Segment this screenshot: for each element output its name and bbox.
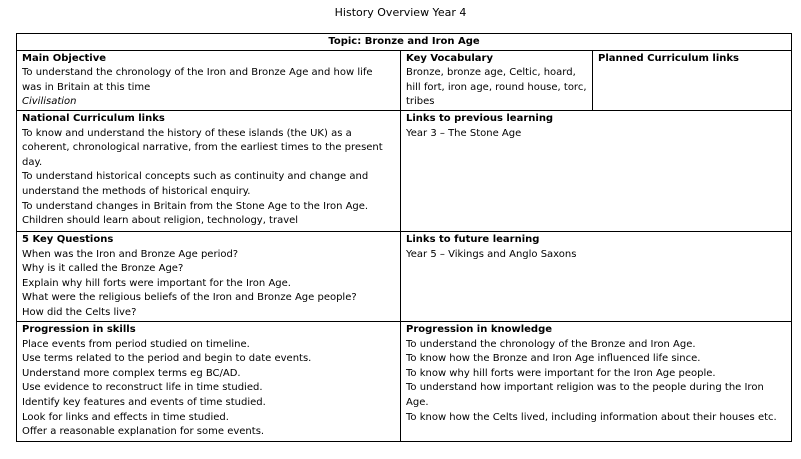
links-future-cell bbox=[401, 231, 792, 321]
national-curriculum-item: Children should learn about religion, technology, travel bbox=[22, 215, 299, 227]
progression-skill-item: Identify key features and events of time studied. bbox=[22, 396, 266, 408]
progression-skill-item: Place events from period studied on timeline. bbox=[22, 338, 250, 350]
progression-skill-item: Understand more complex terms eg BC/AD. bbox=[22, 367, 241, 379]
key-vocabulary-text: Bronze, bronze age, Celtic, hoard, hill fort, iron age, round house, torc, tribes bbox=[406, 67, 587, 108]
national-curriculum-item: To understand changes in Britain from the Stone Age to the Iron Age. bbox=[22, 200, 369, 212]
national-curriculum-item: To understand historical concepts such as continuity and change and understand the methods of historical enquiry. bbox=[22, 171, 369, 197]
progression-knowledge-item: To know how the Celts lived, including information about their houses etc. bbox=[406, 411, 777, 423]
key-question-item: When was the Iron and Bronze Age period? bbox=[22, 248, 239, 260]
main-objective-note: Civilisation bbox=[22, 96, 77, 108]
main-objective-cell bbox=[17, 50, 401, 110]
key-question-item: What were the religious beliefs of the Iron and Bronze Age people? bbox=[22, 292, 357, 304]
overview-table bbox=[16, 33, 792, 442]
national-curriculum-cell bbox=[17, 110, 401, 231]
national-curriculum-item: To know and understand the history of these islands (the UK) as a coherent, chronological narrative, from the earliest times to the present day. bbox=[22, 127, 383, 168]
planned-curriculum-cell bbox=[593, 50, 792, 110]
national-curriculum-heading: National Curriculum links bbox=[22, 112, 165, 124]
progression-knowledge-item: To know why hill forts were important for the Iron Age people. bbox=[406, 367, 716, 379]
topic-row bbox=[17, 34, 792, 51]
progression-skill-item: Look for links and effects in time studied. bbox=[22, 411, 229, 423]
key-questions-heading: 5 Key Questions bbox=[22, 233, 114, 245]
links-future-text: Year 5 – Vikings and Anglo Saxons bbox=[406, 248, 577, 260]
key-question-item: Why is it called the Bronze Age? bbox=[22, 263, 184, 275]
progression-knowledge-item: To understand the chronology of the Bronze and Iron Age. bbox=[406, 338, 696, 350]
progression-knowledge-item: To know how the Bronze and Iron Age influenced life since. bbox=[406, 353, 701, 365]
topic-cell bbox=[17, 34, 792, 51]
links-previous-heading: Links to previous learning bbox=[406, 112, 554, 124]
progression-skill-item: Use evidence to reconstruct life in time studied. bbox=[22, 382, 263, 394]
key-questions-row bbox=[17, 231, 792, 321]
progression-skill-item: Offer a reasonable explanation for some events. bbox=[22, 426, 265, 438]
key-question-item: Explain why hill forts were important for the Iron Age. bbox=[22, 277, 291, 289]
key-question-item: How did the Celts live? bbox=[22, 306, 137, 318]
main-objective-text: To understand the chronology of the Iron and Bronze Age and how life was in Britain at this time bbox=[22, 67, 373, 93]
progression-skills-cell bbox=[17, 321, 401, 441]
links-previous-cell bbox=[401, 110, 792, 231]
progression-row bbox=[17, 321, 792, 441]
links-previous-text: Year 3 – The Stone Age bbox=[406, 127, 522, 139]
planned-curriculum-heading: Planned Curriculum links bbox=[598, 52, 739, 64]
progression-knowledge-heading: Progression in knowledge bbox=[406, 323, 553, 335]
progression-knowledge-item: To understand how important religion was to the people during the Iron Age. bbox=[406, 382, 764, 408]
national-curriculum-row bbox=[17, 110, 792, 231]
progression-skill-item: Use terms related to the period and begin to date events. bbox=[22, 353, 312, 365]
progression-knowledge-cell bbox=[401, 321, 792, 441]
objective-row bbox=[17, 50, 792, 110]
links-future-heading: Links to future learning bbox=[406, 233, 540, 245]
topic-title: Topic: Bronze and Iron Age bbox=[328, 36, 480, 47]
key-vocabulary-cell bbox=[401, 50, 593, 110]
progression-skills-heading: Progression in skills bbox=[22, 323, 136, 335]
key-vocabulary-heading: Key Vocabulary bbox=[406, 52, 493, 64]
document-title: History Overview Year 4 bbox=[334, 6, 467, 19]
main-objective-heading: Main Objective bbox=[22, 52, 107, 64]
key-questions-cell bbox=[17, 231, 401, 321]
